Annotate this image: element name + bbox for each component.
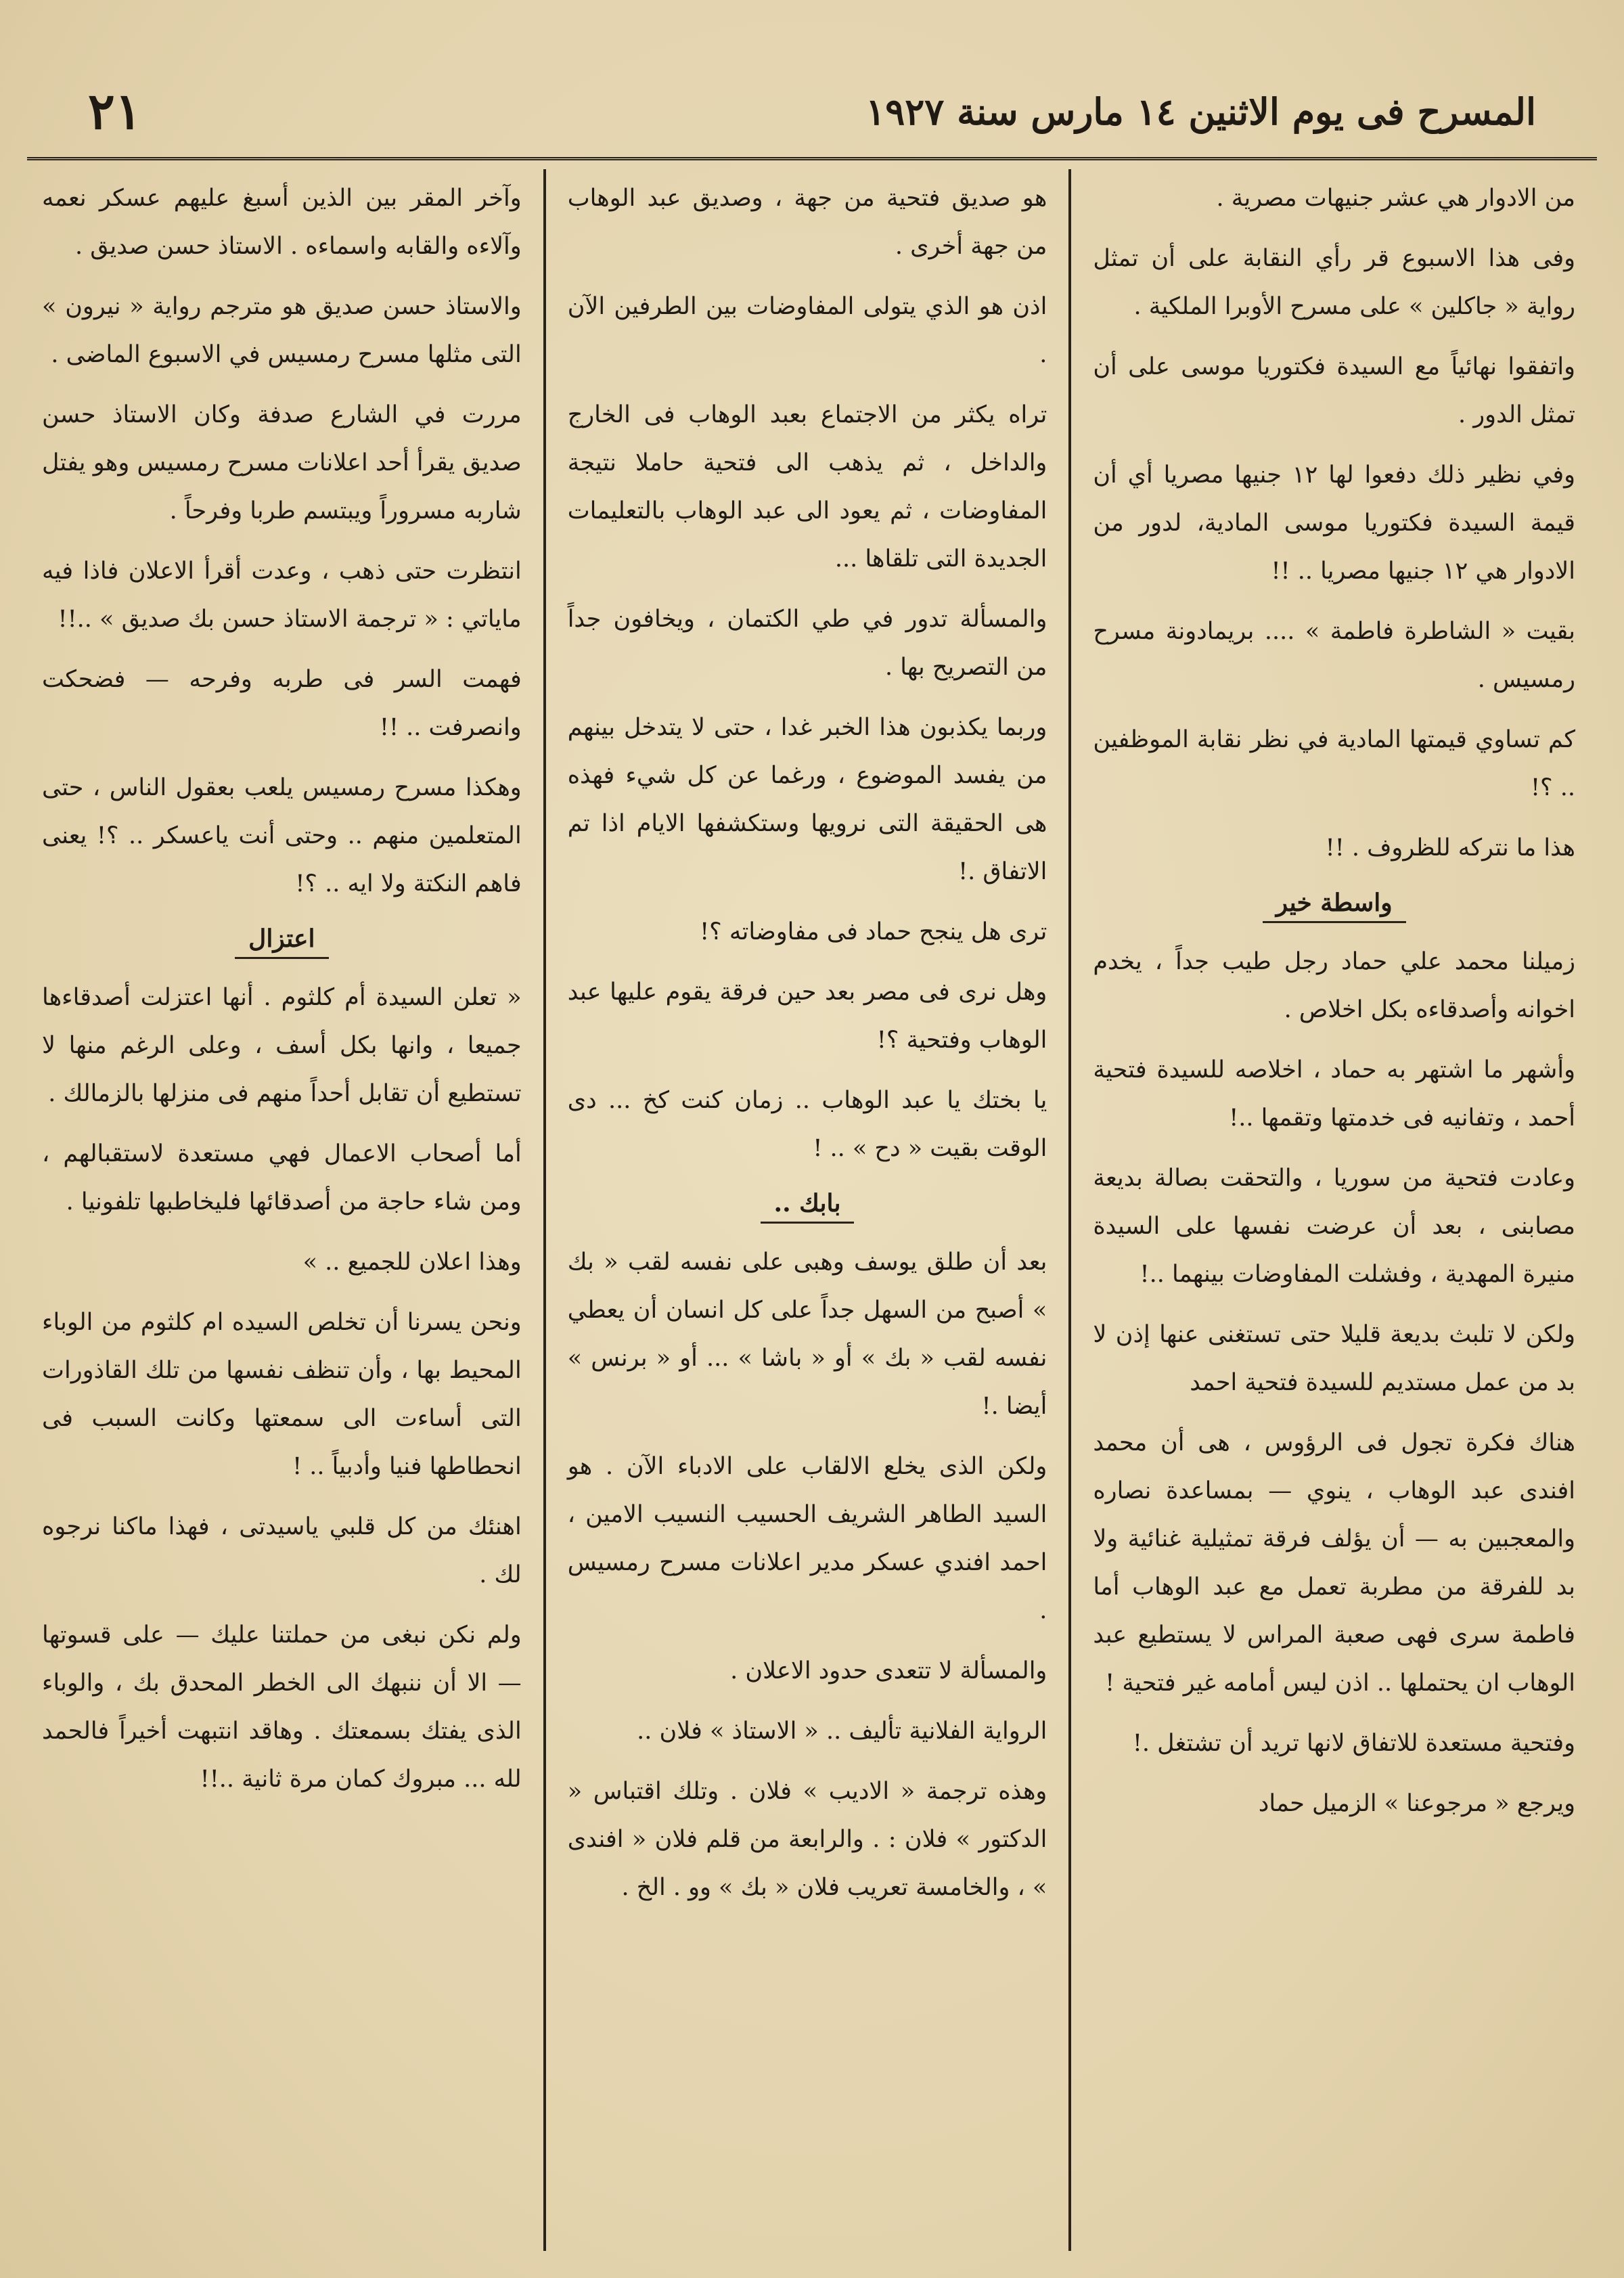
paragraph: واتفقوا نهائياً مع السيدة فكتوريا موسى على أن تمثل الدور . bbox=[1093, 353, 1575, 428]
header-rule bbox=[27, 157, 1597, 160]
paragraph: بقيت « الشاطرة فاطمة » .... بريمادونة مسرح رمسيس . bbox=[1093, 618, 1575, 693]
paragraph: هذا ما نتركه للظروف . !! bbox=[1325, 834, 1575, 862]
paragraph: يا بختك يا عبد الوهاب .. زمان كنت كخ ... دى الوقت بقيت « دح » .. ! bbox=[567, 1087, 1047, 1162]
page-header bbox=[88, 74, 1536, 149]
paragraph: ولكن الذى يخلع الالقاب على الادباء الآن . هو السيد الطاهر الشريف الحسيب النسيب الامين ، احمد افندي عسكر مدير اعلانات مسرح رمسيس . bbox=[567, 1453, 1047, 1624]
paragraph: وفى هذا الاسبوع قر رأي النقابة على أن تمثل رواية « جاكلين » على مسرح الأوبرا الملكية . bbox=[1093, 245, 1575, 320]
paragraph: اذن هو الذي يتولى المفاوضات بين الطرفين الآن . bbox=[567, 293, 1047, 368]
paragraph: والمسألة تدور في طي الكتمان ، ويخافون جداً من التصريح بها . bbox=[567, 606, 1047, 681]
paragraph: وهذه ترجمة « الاديب » فلان . وتلك اقتباس « الدكتور » فلان : . والرابعة من قلم فلان « افندى » ، والخامسة تعريب فلان « بك » وو . الخ . bbox=[567, 1778, 1047, 1901]
section-heading bbox=[568, 1189, 1047, 1224]
paragraph: ولكن لا تلبث بديعة قليلا حتى تستغنى عنها إذن لا بد من عمل مستديم للسيدة فتحية احمد bbox=[1093, 1321, 1575, 1396]
paragraph: بعد أن طلق يوسف وهبى على نفسه لقب « بك » أصبح من السهل جداً على كل انسان أن يعطي نفسه لقب « بك » أو « باشا » ... أو « برنس » أيضا .! bbox=[567, 1249, 1047, 1420]
paragraph: وربما يكذبون هذا الخبر غدا ، حتى لا يتدخل بينهم من يفسد الموضوع ، ورغما عن كل شيء فهذه هى الحقيقة التى نرويها وستكشفها الايام اذا تم الاتفاق .! bbox=[567, 714, 1047, 885]
paragraph: والاستاذ حسن صديق هو مترجم رواية « نيرون » التى مثلها مسرح رمسيس في الاسبوع الماضى . bbox=[42, 293, 522, 368]
section-heading-text: بابك .. bbox=[761, 1189, 855, 1224]
paragraph: والمسألة لا تتعدى حدود الاعلان . bbox=[730, 1657, 1047, 1684]
paragraph: اهنئك من كل قلبي ياسيدتى ، فهذا ماكنا نرجوه لك . bbox=[42, 1513, 522, 1588]
paragraph: هو صديق فتحية من جهة ، وصديق عبد الوهاب من جهة أخرى . bbox=[567, 185, 1047, 260]
section-heading bbox=[42, 924, 522, 959]
paragraph: وآخر المقر بين الذين أسبغ عليهم عسكر نعمه وآلاءه والقابه واسماءه . الاستاذ حسن صديق . bbox=[42, 185, 522, 260]
paragraph: أما أصحاب الاعمال فهي مستعدة لاستقبالهم ، ومن شاء حاجة من أصدقائها فليخاطبها تلفونيا . bbox=[42, 1140, 522, 1215]
paragraph: وهكذا مسرح رمسيس يلعب بعقول الناس ، حتى المتعلمين منهم .. وحتى أنت ياعسكر .. ؟! يعنى فاهم النكتة ولا ايه .. ؟! bbox=[42, 774, 522, 897]
paragraph: ولم نكن نبغى من حملتنا عليك — على قسوتها — الا أن ننبهك الى الخطر المحدق بك ، والوباء الذى يفتك بسمعتك . وهاقد انتبهت أخيراً فالحمد لله ... مبروك كمان مرة ثانية ..!! bbox=[42, 1622, 522, 1793]
column-middle bbox=[546, 169, 1072, 2251]
page-number: ٢١ bbox=[88, 83, 142, 141]
columns bbox=[20, 169, 1597, 2251]
paragraph: هناك فكرة تجول فى الرؤوس ، هى أن محمد افندى عبد الوهاب ، ينوي — بمساعدة نصاره والمعجبين به — أن يؤلف فرقة تمثيلية غنائية ولا بد للفرقة من مطربة تعمل مع عبد الوهاب أما فاطمة سرى فهى صعبة المراس لا يستطيع عبد الوهاب ان يحتملها .. اذن ليس أمامه غير فتحية ! bbox=[1093, 1429, 1575, 1697]
section-heading-text: واسطة خير bbox=[1263, 889, 1406, 923]
paragraph: تراه يكثر من الاجتماع بعبد الوهاب فى الخارج والداخل ، ثم يذهب الى فتحية حاملا نتيجة المفاوضات ، ثم يعود الى عبد الوهاب بالتعليمات الجديدة التى تلقاها ... bbox=[567, 401, 1047, 573]
paragraph: وفتحية مستعدة للاتفاق لانها تريد أن تشتغل .! bbox=[1132, 1730, 1575, 1757]
paragraph: ترى هل ينجح حماد فى مفاوضاته ؟! bbox=[700, 918, 1047, 945]
running-title: المسرح فى يوم الاثنين ١٤ مارس سنة ١٩٢٧ bbox=[865, 90, 1536, 133]
paragraph: وهل نرى فى مصر بعد حين فرقة يقوم عليها عبد الوهاب وفتحية ؟! bbox=[567, 979, 1047, 1054]
section-heading-text: اعتزال bbox=[235, 924, 328, 959]
paragraph: الرواية الفلانية تأليف .. « الاستاذ » فلان .. bbox=[637, 1718, 1047, 1745]
paragraph: زميلنا محمد علي حماد رجل طيب جداً ، يخدم اخوانه وأصدقاءه بكل اخلاص . bbox=[1093, 948, 1575, 1023]
paragraph: من الادوار هي عشر جنيهات مصرية . bbox=[1216, 185, 1575, 212]
paragraph: مررت في الشارع صدفة وكان الاستاذ حسن صديق يقرأ أحد اعلانات مسرح رمسيس وهو يفتل شاربه مسروراً ويبتسم طربا وفرحاً . bbox=[42, 401, 522, 524]
paragraph: وعادت فتحية من سوريا ، والتحقت بصالة بديعة مصابنى ، بعد أن عرضت نفسها على السيدة منيرة المهدية ، وفشلت المفاوضات بينهما ..! bbox=[1093, 1165, 1575, 1288]
section-heading bbox=[1093, 889, 1575, 923]
paragraph: « تعلن السيدة أم كلثوم . أنها اعتزلت أصدقاءها جميعا ، وانها بكل أسف ، وعلى الرغم منها لا تستطيع أن تقابل أحداً منهم فى منزلها بالزمالك . bbox=[42, 984, 522, 1107]
paragraph: وفي نظير ذلك دفعوا لها ١٢ جنيها مصريا أي أن قيمة السيدة فكتوريا موسى المادية، لدور من الادوار هي ١٢ جنيها مصريا .. !! bbox=[1093, 462, 1575, 585]
paragraph: انتظرت حتى ذهب ، وعدت أقرأ الاعلان فاذا فيه ماياتي : « ترجمة الاستاذ حسن بك صديق » ..!! bbox=[42, 558, 522, 633]
paragraph: ونحن يسرنا أن تخلص السيده ام كلثوم من الوباء المحيط بها ، وأن تنظف نفسها من تلك القاذورات التى أساءت الى سمعتها وكانت السبب فى انحطاطها فنيا وأدبياً .. ! bbox=[42, 1309, 522, 1480]
paragraph: وأشهر ما اشتهر به حماد ، اخلاصه للسيدة فتحية أحمد ، وتفانيه فى خدمتها وتقمها ..! bbox=[1093, 1056, 1575, 1132]
paragraph: كم تساوي قيمتها المادية في نظر نقابة الموظفين .. ؟! bbox=[1093, 726, 1575, 801]
column-right bbox=[1071, 169, 1597, 2251]
column-left bbox=[20, 169, 546, 2251]
paragraph: فهمت السر فى طربه وفرحه — فضحكت وانصرفت .. !! bbox=[42, 666, 522, 741]
paragraph: ويرجع « مرجوعنا » الزميل حماد bbox=[1258, 1790, 1575, 1817]
paragraph: وهذا اعلان للجميع .. » bbox=[302, 1249, 522, 1276]
